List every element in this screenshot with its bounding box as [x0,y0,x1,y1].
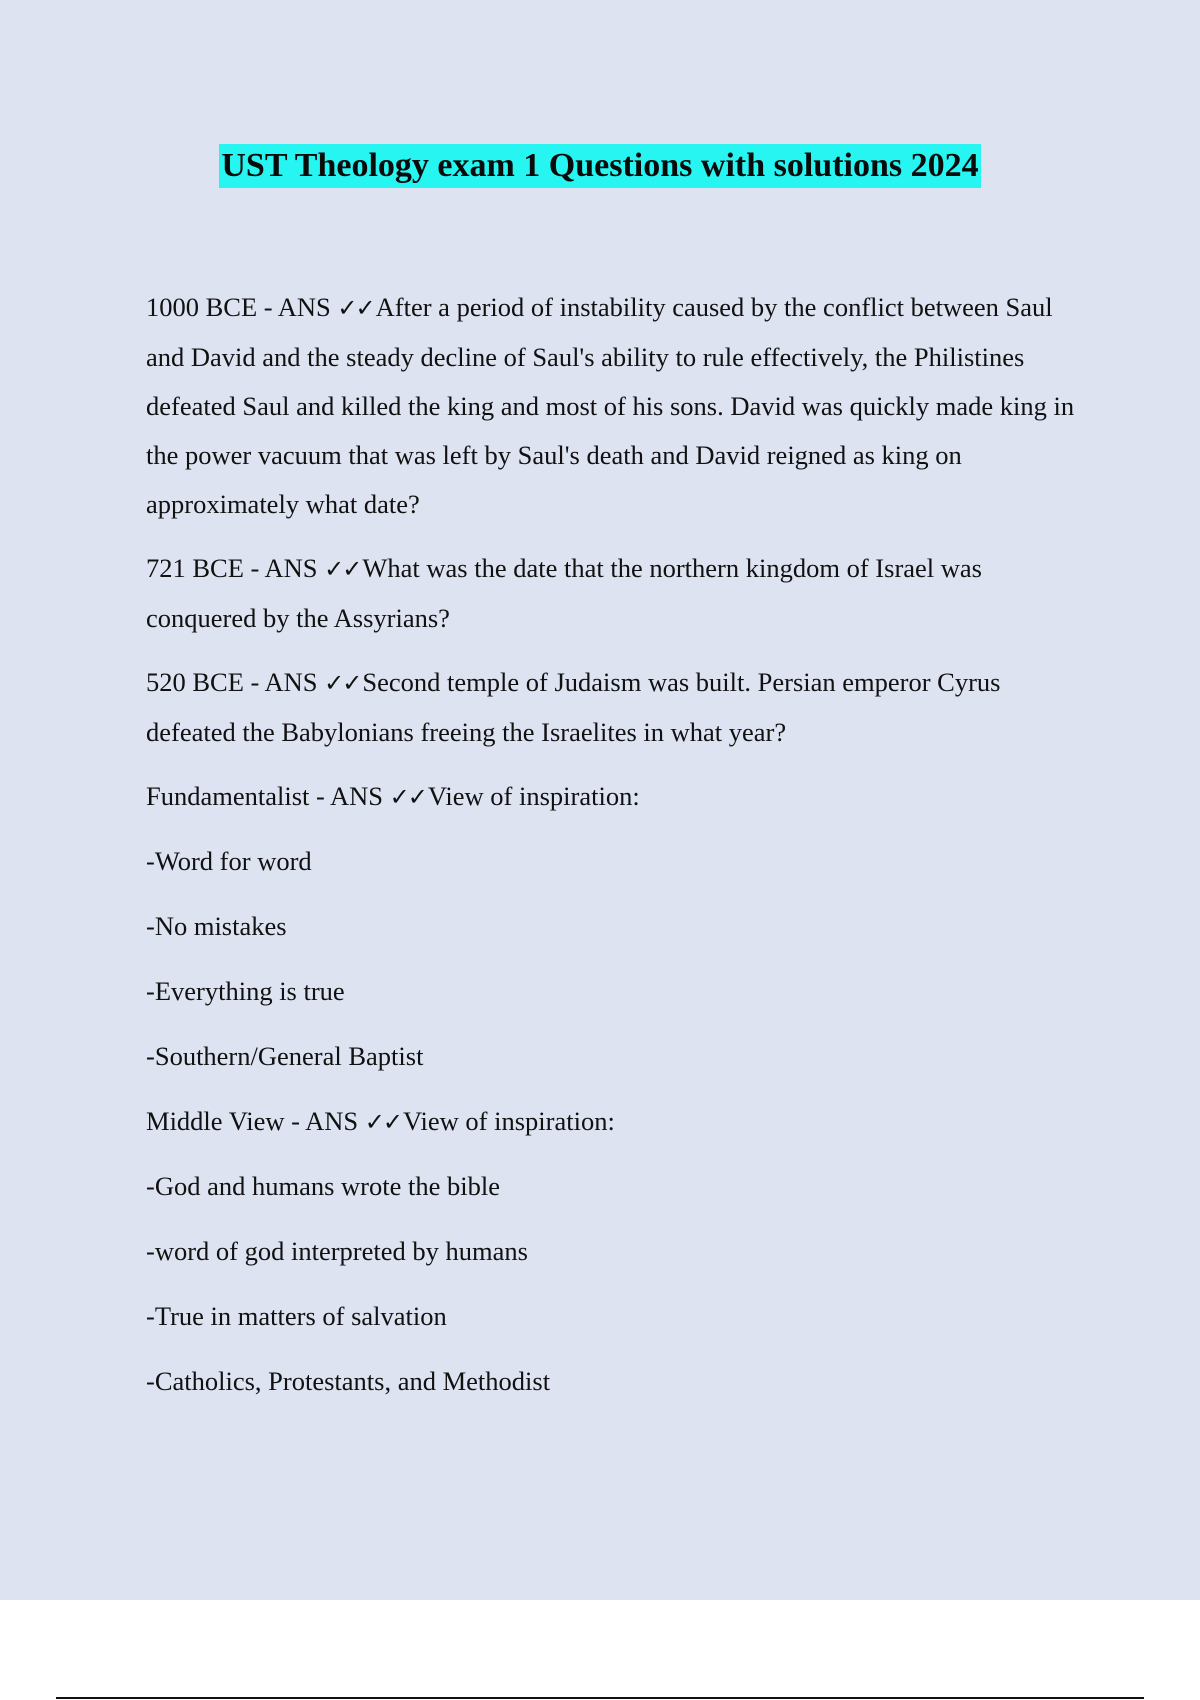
qa-text: View of inspiration: [402,1106,615,1136]
qa-term: 1000 BCE - ANS [146,292,338,322]
qa-text: What was the date that the northern kingdom of Israel was conquered by the Assyrians? [146,553,982,633]
list-item: -Everything is true [146,976,345,1006]
list-item: -Southern/General Baptist [146,1041,424,1071]
qa-text: Second temple of Judaism was built. Persian emperor Cyrus defeated the Babylonians freeing the Israelites in what year? [146,667,1001,747]
list-item: -God and humans wrote the bible [146,1171,500,1201]
document-title: UST Theology exam 1 Questions with solutions 2024 [219,144,980,188]
qa-text: After a period of instability caused by the conflict between Saul and David and the steady decline of Saul's ability to rule effectively, the Philistines defeated Saul and killed the king and most of his sons. David was quickly made king in the power vacuum that was left by Saul's death and David reigned as king on approximately what date? [146,292,1075,519]
checkmark-icon: ✓✓ [389,783,426,811]
qa-term: 721 BCE - ANS [146,553,325,583]
title-container [0,144,1200,188]
qa-term: Middle View - ANS [146,1106,365,1136]
list-item: -Catholics, Protestants, and Methodist [146,1366,551,1396]
checkmark-icon: ✓✓ [324,555,361,583]
list-item: -Word for word [146,846,312,876]
checkmark-icon: ✓✓ [364,1108,401,1136]
list-item: -word of god interpreted by humans [146,1236,528,1266]
list-item: -True in matters of salvation [146,1301,447,1331]
qa-item [146,544,1076,643]
qa-term: Fundamentalist - ANS [146,781,390,811]
qa-item [146,658,1076,757]
checkmark-icon: ✓✓ [324,669,361,697]
qa-term: 520 BCE - ANS [146,667,325,697]
qa-item [146,283,1076,529]
qa-text: View of inspiration: [427,781,640,811]
qa-item [146,1097,1076,1147]
checkmark-icon: ✓✓ [337,294,374,322]
document-content [146,283,1076,1422]
qa-item [146,772,1076,822]
footer-divider [56,1697,1144,1699]
list-item: -No mistakes [146,911,287,941]
